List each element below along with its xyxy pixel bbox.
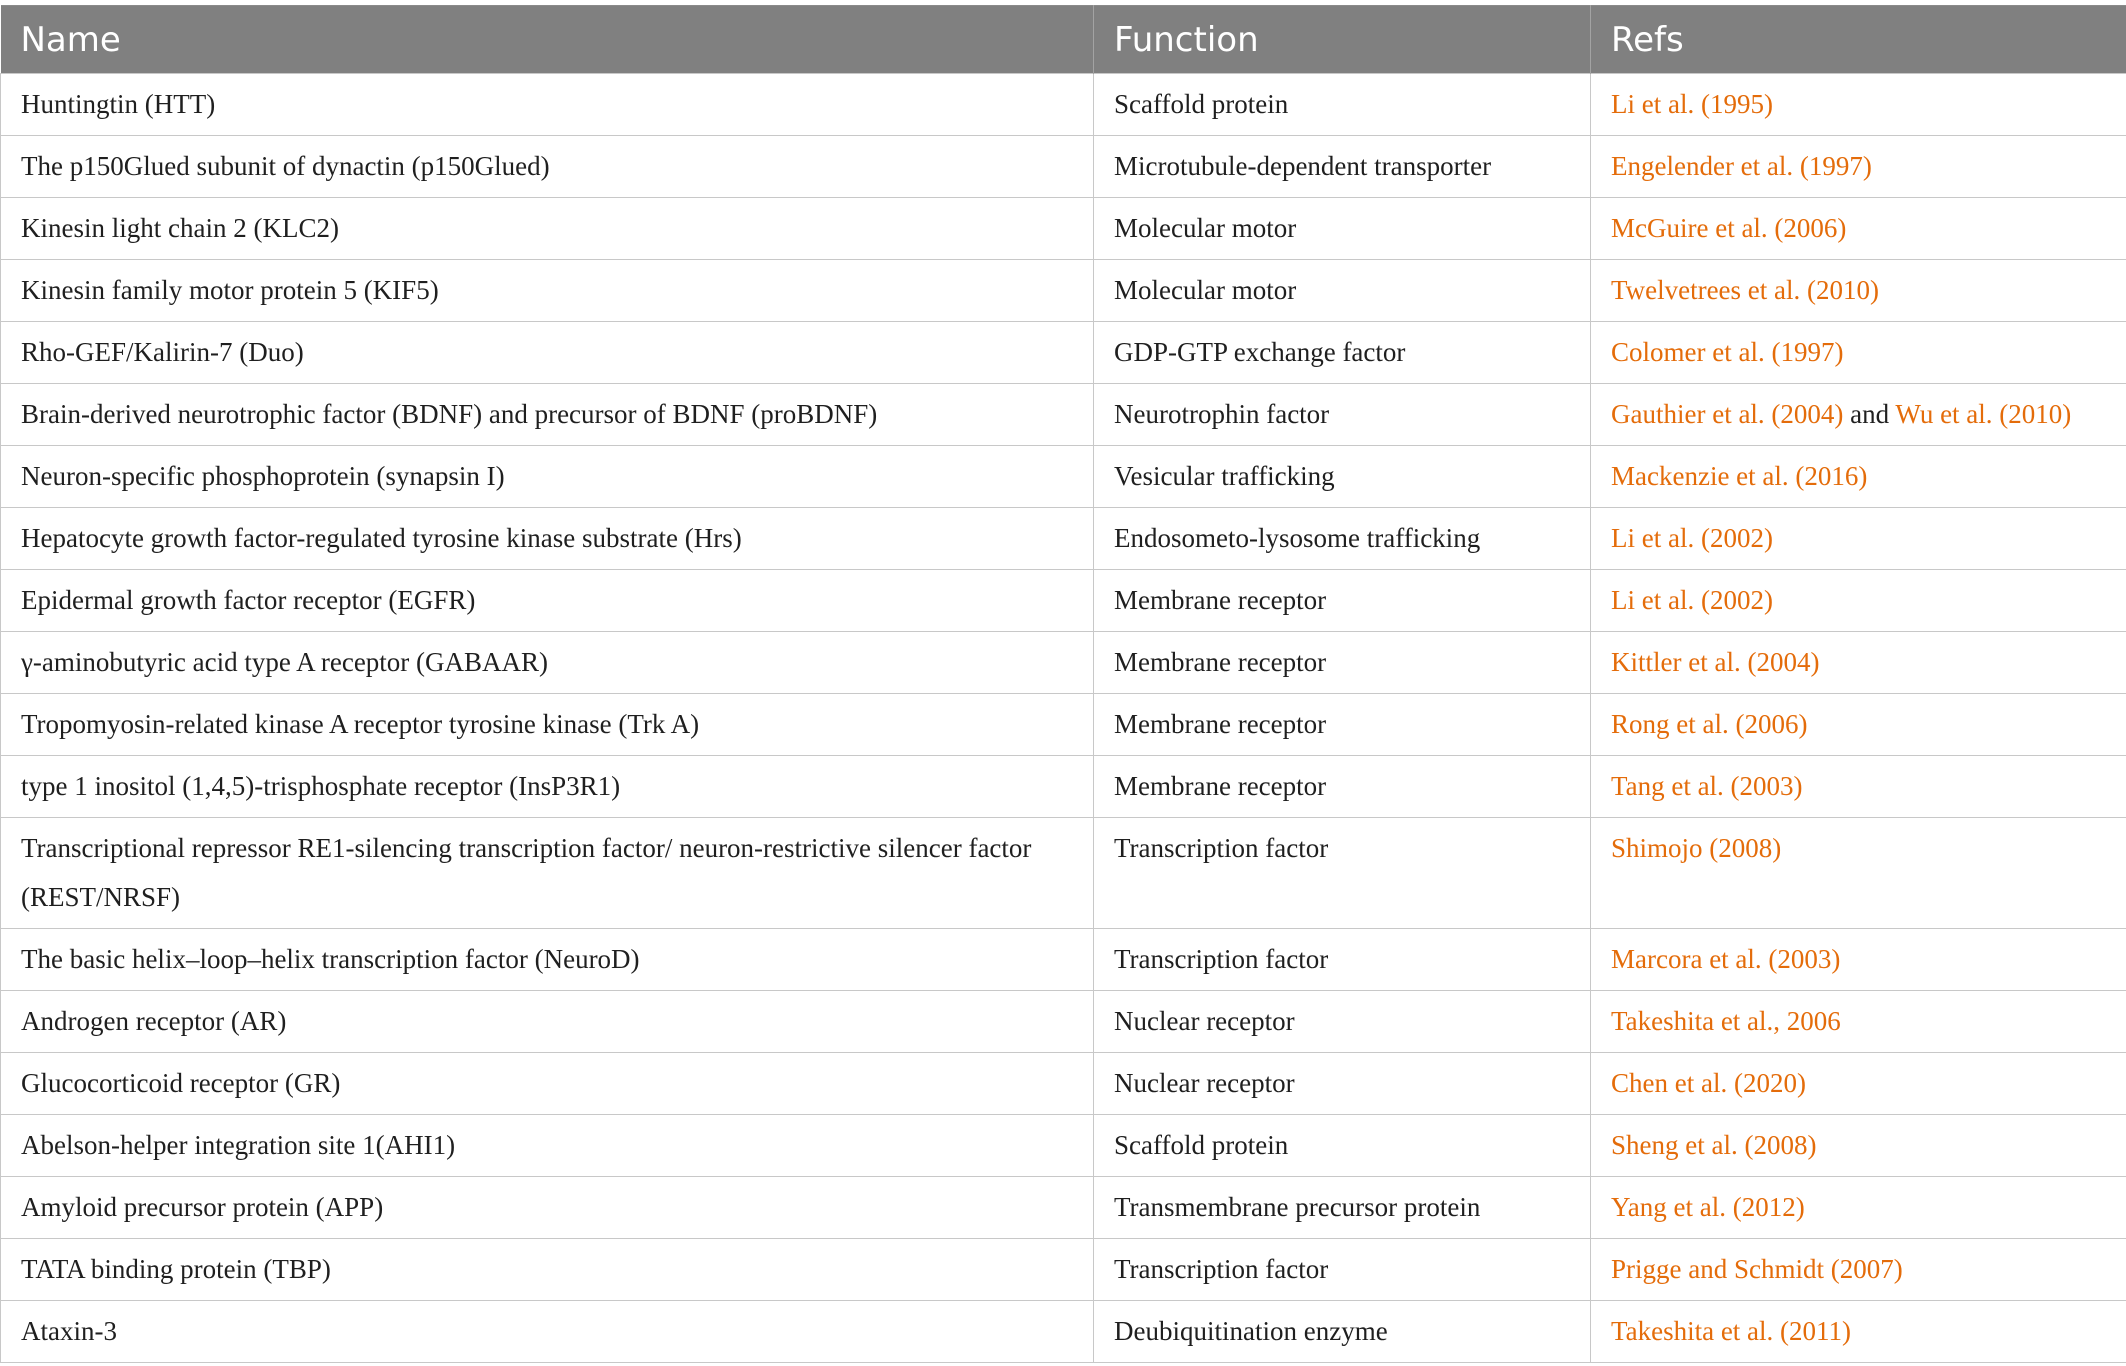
table-row [1,570,2126,632]
cell-function: Scaffold protein [1094,1115,1591,1177]
table-row [1,929,2126,991]
cell-function: Transcription factor [1094,929,1591,991]
reference-link[interactable]: Li et al. (1995) [1611,89,1773,119]
cell-name: Brain-derived neurotrophic factor (BDNF) and precursor of BDNF (proBDNF) [1,384,1094,446]
interactors-table-container [0,5,2126,1363]
cell-name: Huntingtin (HTT) [1,74,1094,136]
reference-link[interactable]: Takeshita et al., 2006 [1611,1006,1841,1036]
ref-joiner: and [1843,399,1896,429]
table-row [1,1115,2126,1177]
cell-name: Neuron-specific phosphoprotein (synapsin I) [1,446,1094,508]
reference-link[interactable]: Gauthier et al. (2004) [1611,399,1844,429]
cell-function: Endosometo-lysosome trafficking [1094,508,1591,570]
column-header-name: Name [1,6,1094,74]
table-row [1,632,2126,694]
table-row [1,1239,2126,1301]
cell-refs [1591,384,2126,446]
cell-name: Tropomyosin-related kinase A receptor tyrosine kinase (Trk A) [1,694,1094,756]
cell-refs [1591,74,2126,136]
cell-function: Transcription factor [1094,1239,1591,1301]
cell-refs [1591,632,2126,694]
cell-refs [1591,1115,2126,1177]
cell-refs [1591,570,2126,632]
reference-link[interactable]: Li et al. (2002) [1611,585,1773,615]
cell-function: Microtubule-dependent transporter [1094,136,1591,198]
cell-refs [1591,322,2126,384]
cell-name: Rho-GEF/Kalirin-7 (Duo) [1,322,1094,384]
cell-function: Neurotrophin factor [1094,384,1591,446]
cell-refs [1591,1177,2126,1239]
reference-link[interactable]: Tang et al. (2003) [1611,771,1803,801]
reference-link[interactable]: McGuire et al. (2006) [1611,213,1847,243]
cell-function: Membrane receptor [1094,632,1591,694]
cell-function: Vesicular trafficking [1094,446,1591,508]
cell-function: Deubiquitination enzyme [1094,1301,1591,1363]
reference-link[interactable]: Prigge and Schmidt (2007) [1611,1254,1903,1284]
table-row [1,1301,2126,1363]
cell-name: Kinesin light chain 2 (KLC2) [1,198,1094,260]
cell-name: Ataxin-3 [1,1301,1094,1363]
column-header-refs: Refs [1591,6,2126,74]
reference-link[interactable]: Rong et al. (2006) [1611,709,1808,739]
cell-refs [1591,694,2126,756]
cell-function: Membrane receptor [1094,694,1591,756]
table-row [1,991,2126,1053]
column-header-function: Function [1094,6,1591,74]
table-row [1,694,2126,756]
cell-function: Nuclear receptor [1094,1053,1591,1115]
reference-link[interactable]: Mackenzie et al. (2016) [1611,461,1868,491]
table-row [1,322,2126,384]
cell-function: Membrane receptor [1094,756,1591,818]
cell-name: Glucocorticoid receptor (GR) [1,1053,1094,1115]
cell-function: Membrane receptor [1094,570,1591,632]
cell-name: Hepatocyte growth factor-regulated tyrosine kinase substrate (Hrs) [1,508,1094,570]
table-body [1,74,2126,1363]
reference-link[interactable]: Sheng et al. (2008) [1611,1130,1817,1160]
table-row [1,198,2126,260]
cell-refs [1591,929,2126,991]
cell-function: Molecular motor [1094,198,1591,260]
cell-refs [1591,1053,2126,1115]
cell-refs [1591,1301,2126,1363]
reference-link[interactable]: Engelender et al. (1997) [1611,151,1872,181]
reference-link[interactable]: Kittler et al. (2004) [1611,647,1820,677]
cell-name: Epidermal growth factor receptor (EGFR) [1,570,1094,632]
cell-function: GDP-GTP exchange factor [1094,322,1591,384]
cell-function: Nuclear receptor [1094,991,1591,1053]
header-row [1,6,2126,74]
cell-refs [1591,1239,2126,1301]
reference-link[interactable]: Marcora et al. (2003) [1611,944,1841,974]
cell-name: Amyloid precursor protein (APP) [1,1177,1094,1239]
table-row [1,260,2126,322]
cell-name: type 1 inositol (1,4,5)-trisphosphate receptor (InsP3R1) [1,756,1094,818]
cell-refs [1591,508,2126,570]
table-row [1,818,2126,929]
interactors-table [0,5,2126,1363]
cell-name: Transcriptional repressor RE1-silencing transcription factor/ neuron-restrictive silencer factor (REST/NRSF) [1,818,1094,929]
table-row [1,446,2126,508]
cell-function: Molecular motor [1094,260,1591,322]
table-row [1,136,2126,198]
cell-name: Abelson-helper integration site 1(AHI1) [1,1115,1094,1177]
cell-refs [1591,818,2126,929]
reference-link[interactable]: Colomer et al. (1997) [1611,337,1844,367]
cell-function: Transcription factor [1094,818,1591,929]
reference-link[interactable]: Shimojo (2008) [1611,833,1782,863]
cell-refs [1591,991,2126,1053]
reference-link[interactable]: Wu et al. (2010) [1895,399,2072,429]
cell-function: Scaffold protein [1094,74,1591,136]
cell-name: γ-aminobutyric acid type A receptor (GABAAR) [1,632,1094,694]
cell-refs [1591,446,2126,508]
reference-link[interactable]: Twelvetrees et al. (2010) [1611,275,1879,305]
reference-link[interactable]: Chen et al. (2020) [1611,1068,1806,1098]
cell-refs [1591,756,2126,818]
table-row [1,1177,2126,1239]
cell-name: The p150Glued subunit of dynactin (p150Glued) [1,136,1094,198]
cell-name: TATA binding protein (TBP) [1,1239,1094,1301]
cell-refs [1591,136,2126,198]
cell-refs [1591,260,2126,322]
reference-link[interactable]: Takeshita et al. (2011) [1611,1316,1852,1346]
table-row [1,508,2126,570]
cell-refs [1591,198,2126,260]
table-header [1,6,2126,74]
cell-function: Transmembrane precursor protein [1094,1177,1591,1239]
cell-name: Androgen receptor (AR) [1,991,1094,1053]
table-row [1,74,2126,136]
reference-link[interactable]: Yang et al. (2012) [1611,1192,1805,1222]
table-row [1,756,2126,818]
cell-name: Kinesin family motor protein 5 (KIF5) [1,260,1094,322]
reference-link[interactable]: Li et al. (2002) [1611,523,1773,553]
table-row [1,384,2126,446]
cell-name: The basic helix–loop–helix transcription factor (NeuroD) [1,929,1094,991]
table-row [1,1053,2126,1115]
